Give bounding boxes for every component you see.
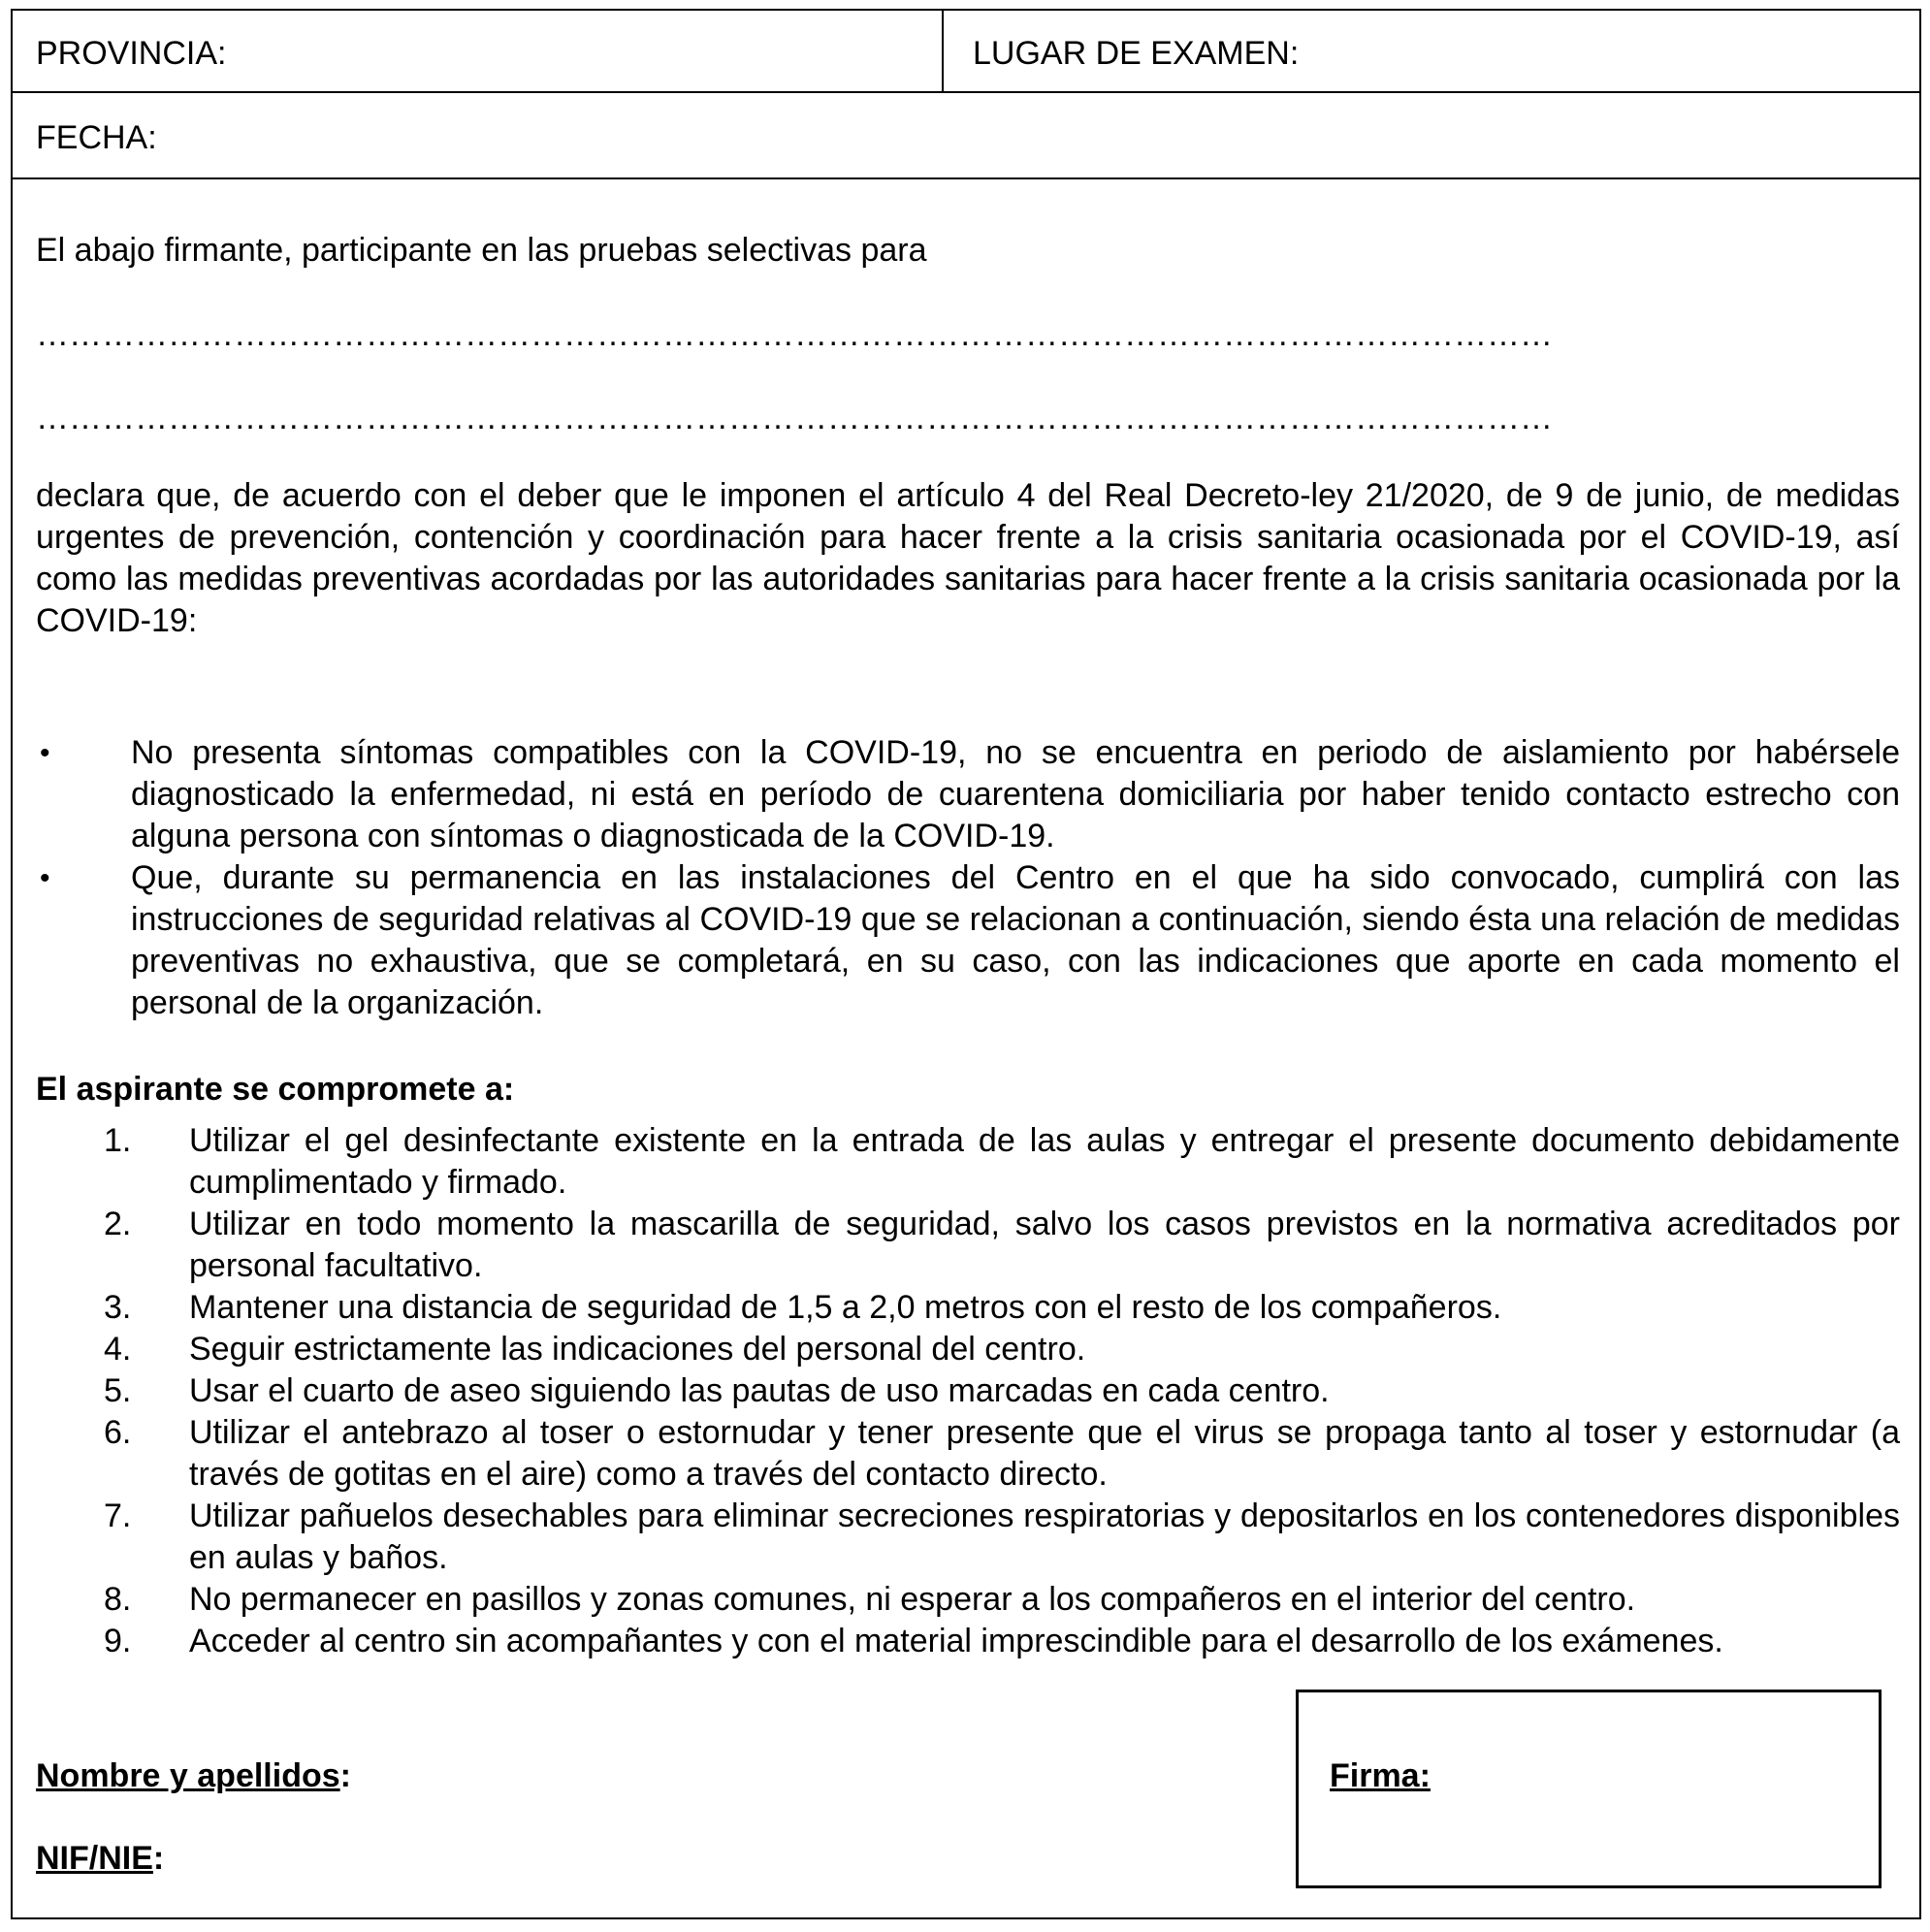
- nif-field[interactable]: NIF/NIE:: [36, 1840, 165, 1877]
- declaration-text: declara que, de acuerdo con el deber que le imponen el artículo 4 del Real Decreto-ley 21/2020, de 9 de junio, de medidas urgentes de prevención, contención y coordinación para hacer frente a la crisis sanitaria ocasionada por el COVID-19, así como las medidas preventivas acordadas por las autoridades sanitarias para hacer frente a la crisis sanitaria ocasionada por la COVID-19:: [36, 477, 1900, 639]
- commitments-list: [36, 1120, 1900, 1662]
- commitments-heading: El aspirante se compromete a:: [36, 1071, 515, 1108]
- signature-box[interactable]: [1296, 1690, 1882, 1888]
- provincia-label: PROVINCIA:: [36, 35, 227, 72]
- bullet-item: • Que, durante su permanencia en las instalaciones del Centro en el que ha sido convocado, cumplirá con las instrucciones de seguridad relativas al COVID-19 que se relacionan a continuación, siendo ésta una relación de medidas preventivas no exhaustiva, que se completará, en su caso, con las indicaciones que aporte en cada momento el personal de la organización.: [40, 859, 1900, 1021]
- declaration-form: [11, 9, 1921, 1919]
- commitment-item: 6. Utilizar el antebrazo al toser o estornudar y tener presente que el virus se propaga tanto al toser y estornudar (a través de gotitas en el aire) como a través del contacto directo.: [104, 1414, 1900, 1493]
- lugar-examen-label: LUGAR DE EXAMEN:: [973, 35, 1300, 72]
- declaration-body: [13, 179, 1919, 1916]
- name-label: Nombre y apellidos: [36, 1757, 340, 1794]
- name-field[interactable]: Nombre y apellidos:: [36, 1757, 351, 1794]
- dotted-fill-line-1[interactable]: …………………………………………………………………………………………………………………………: [36, 316, 1553, 353]
- commitment-item: 7. Utilizar pañuelos desechables para eliminar secreciones respiratorias y depositarlos en los contenedores disponibles en aulas y baños.: [104, 1497, 1900, 1576]
- commitment-item: 4. Seguir estrictamente las indicaciones del personal del centro.: [104, 1331, 1086, 1368]
- lugar-examen-cell[interactable]: [944, 11, 1919, 91]
- intro-text: El abajo firmante, participante en las pruebas selectivas para: [36, 232, 927, 269]
- declaration-bullets: [36, 732, 1900, 1024]
- header-row: [13, 11, 1919, 93]
- commitment-item: 2. Utilizar en todo momento la mascarilla de seguridad, salvo los casos previstos en la normativa acreditados por personal facultativo.: [104, 1206, 1900, 1284]
- bullet-dot-icon: •: [40, 737, 50, 769]
- provincia-cell[interactable]: [13, 11, 944, 91]
- fecha-label: FECHA:: [36, 119, 157, 156]
- commitment-item: 5. Usar el cuarto de aseo siguiendo las pautas de uso marcadas en cada centro.: [104, 1372, 1330, 1409]
- commitment-item: 1. Utilizar el gel desinfectante existente en la entrada de las aulas y entregar el presente documento debidamente cumplimentado y firmado.: [104, 1122, 1900, 1201]
- bullet-dot-icon: •: [40, 862, 50, 894]
- nif-label: NIF/NIE: [36, 1840, 153, 1877]
- fecha-row[interactable]: [13, 93, 1919, 179]
- commitment-item: 3. Mantener una distancia de seguridad de 1,5 a 2,0 metros con el resto de los compañeros.: [104, 1289, 1502, 1326]
- firma-label: Firma:: [1330, 1757, 1431, 1794]
- dotted-fill-line-2[interactable]: …………………………………………………………………………………………………………………………: [36, 400, 1553, 436]
- commitment-item: 9. Acceder al centro sin acompañantes y con el material imprescindible para el desarrollo de los exámenes.: [104, 1623, 1723, 1659]
- commitment-item: 8. No permanecer en pasillos y zonas comunes, ni esperar a los compañeros en el interior del centro.: [104, 1581, 1636, 1618]
- bullet-item: • No presenta síntomas compatibles con la COVID-19, no se encuentra en periodo de aislamiento por habérsele diagnosticado la enfermedad, ni está en período de cuarentena domiciliaria por haber tenido contacto estrecho con alguna persona con síntomas o diagnosticada de la COVID-19.: [40, 734, 1900, 854]
